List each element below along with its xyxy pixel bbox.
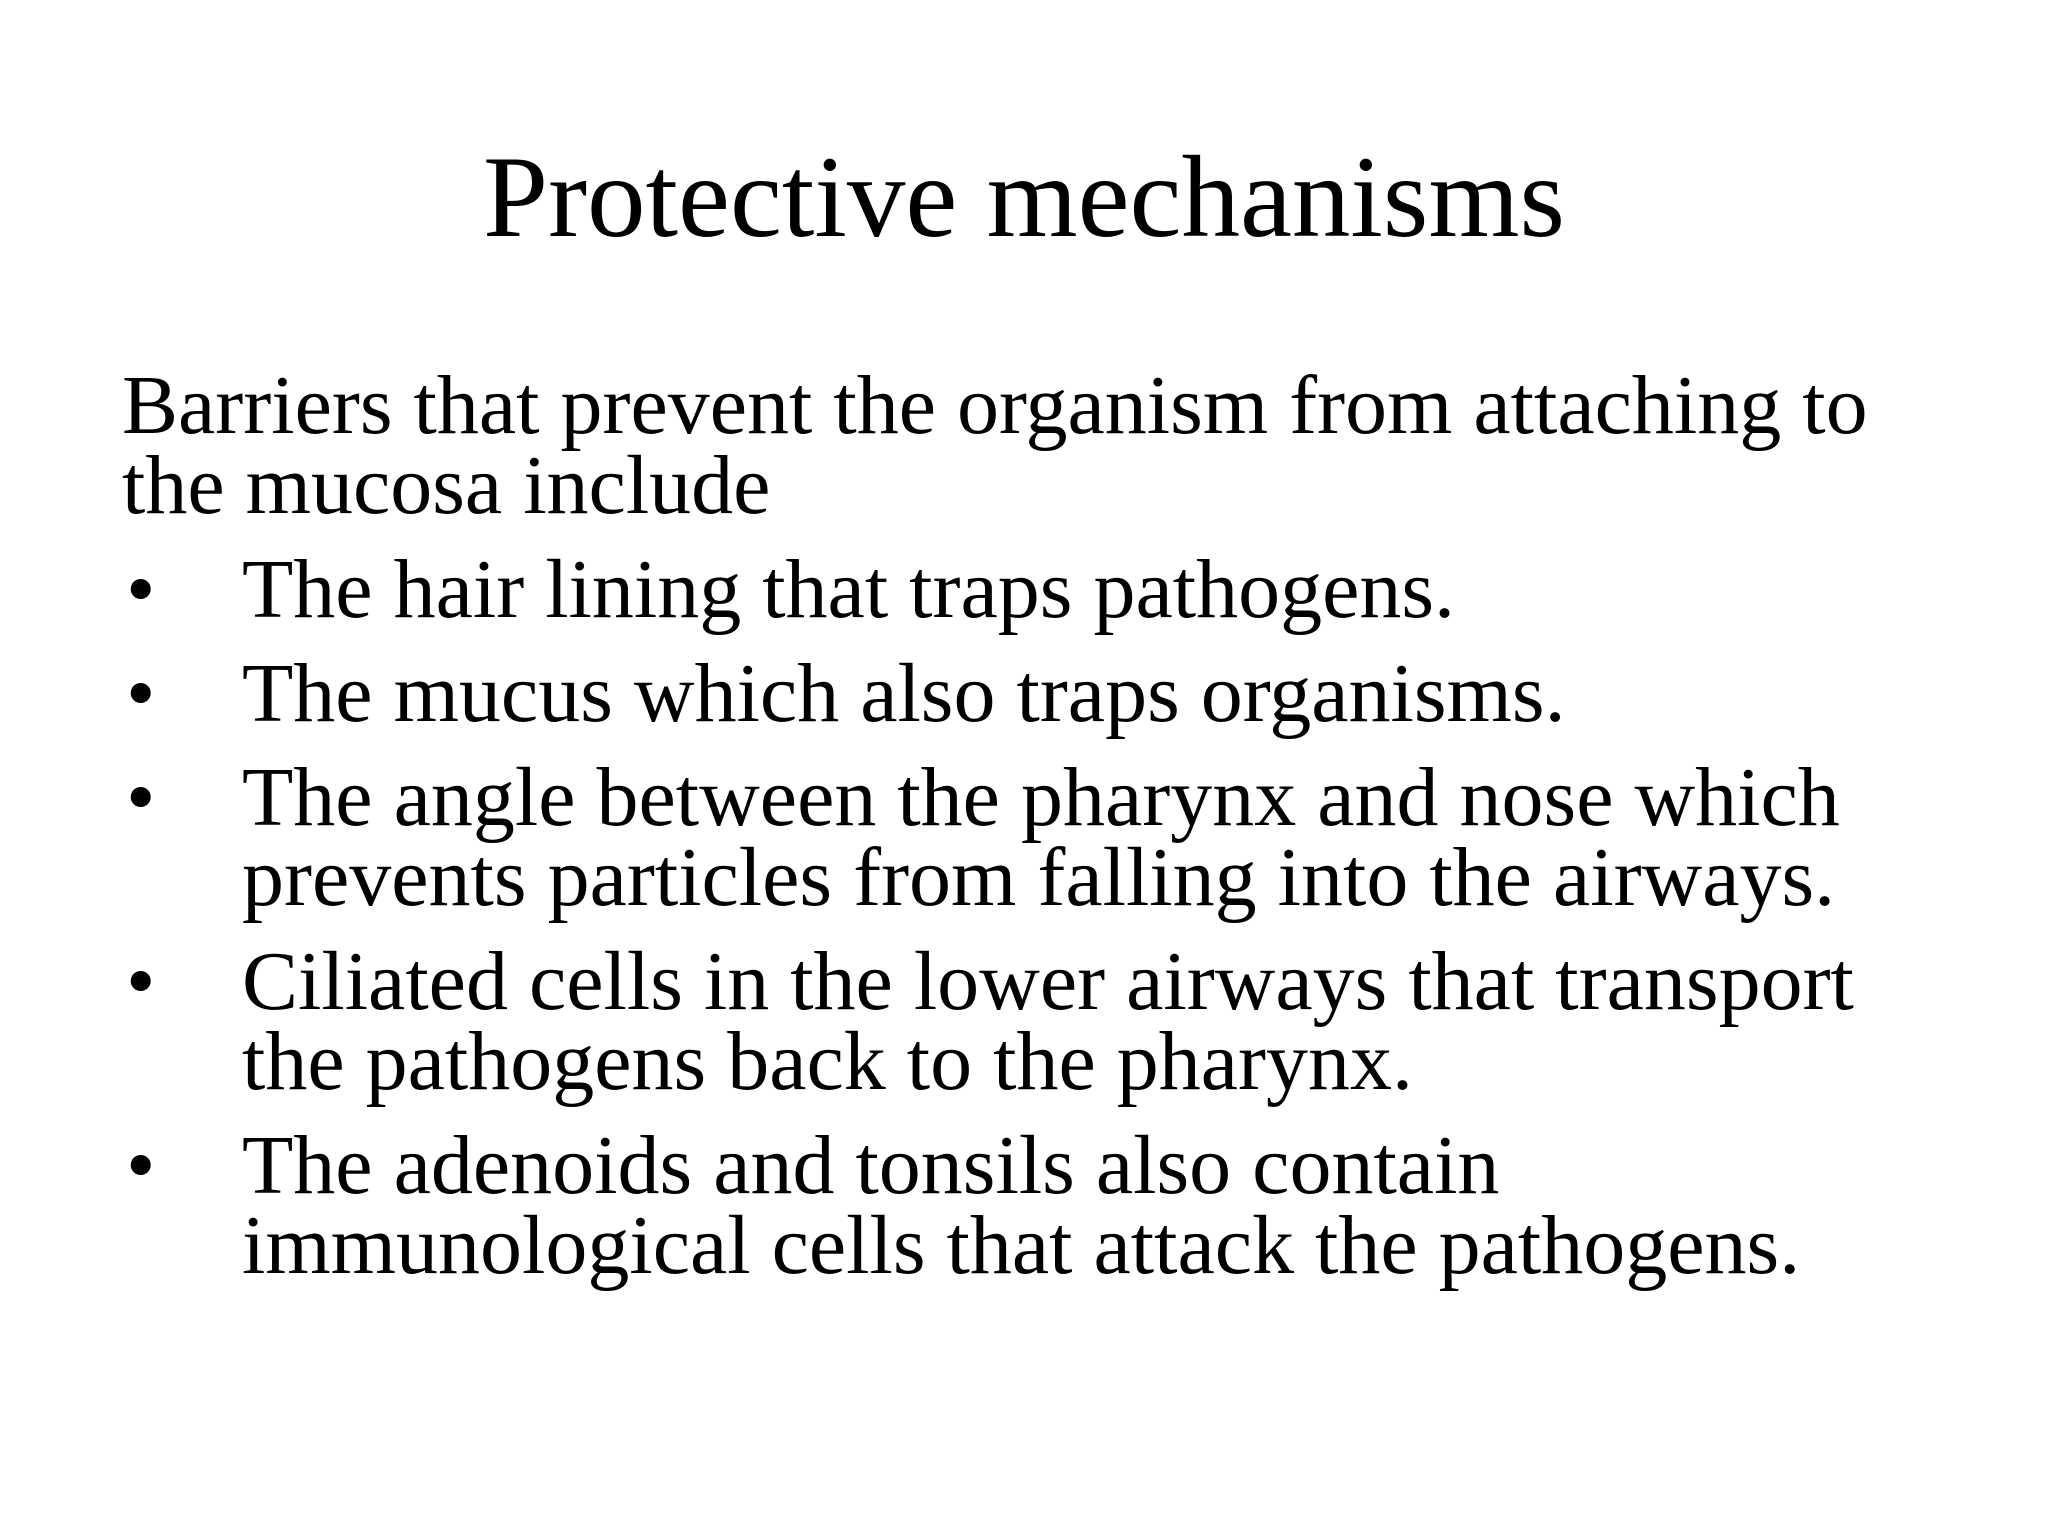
bullet-text-line: The adenoids and tonsils also contain <box>242 1119 1500 1212</box>
bullet-item <box>122 1119 2002 1292</box>
bullet-icon: • <box>126 935 156 1028</box>
intro-paragraph <box>122 359 2002 532</box>
bullet-list <box>122 543 2002 1292</box>
bullet-text-line: The mucus which also traps organisms. <box>242 647 1566 740</box>
bullet-item <box>122 543 2002 636</box>
bullet-icon: • <box>126 1119 156 1212</box>
bullet-text-line: The angle between the pharynx and nose which <box>242 751 1840 844</box>
bullet-icon: • <box>126 543 156 636</box>
bullet-text-line: The hair lining that traps pathogens. <box>242 543 1456 636</box>
intro-line: Barriers that prevent the organism from attaching to <box>122 359 1868 452</box>
slide-title: Protective mechanisms <box>483 133 1565 262</box>
bullet-item <box>122 935 2002 1108</box>
slide-content <box>122 359 2002 1310</box>
bullet-item <box>122 751 2002 924</box>
bullet-text-line: immunological cells that attack the pathogens. <box>242 1199 1801 1292</box>
bullet-item <box>122 647 2002 740</box>
intro-line: the mucosa include <box>122 439 771 532</box>
bullet-icon: • <box>126 647 156 740</box>
bullet-text-line: the pathogens back to the pharynx. <box>242 1015 1413 1108</box>
bullet-icon: • <box>126 751 156 844</box>
bullet-text-line: Ciliated cells in the lower airways that transport <box>242 935 1854 1028</box>
bullet-text-line: prevents particles from falling into the airways. <box>242 831 1836 924</box>
